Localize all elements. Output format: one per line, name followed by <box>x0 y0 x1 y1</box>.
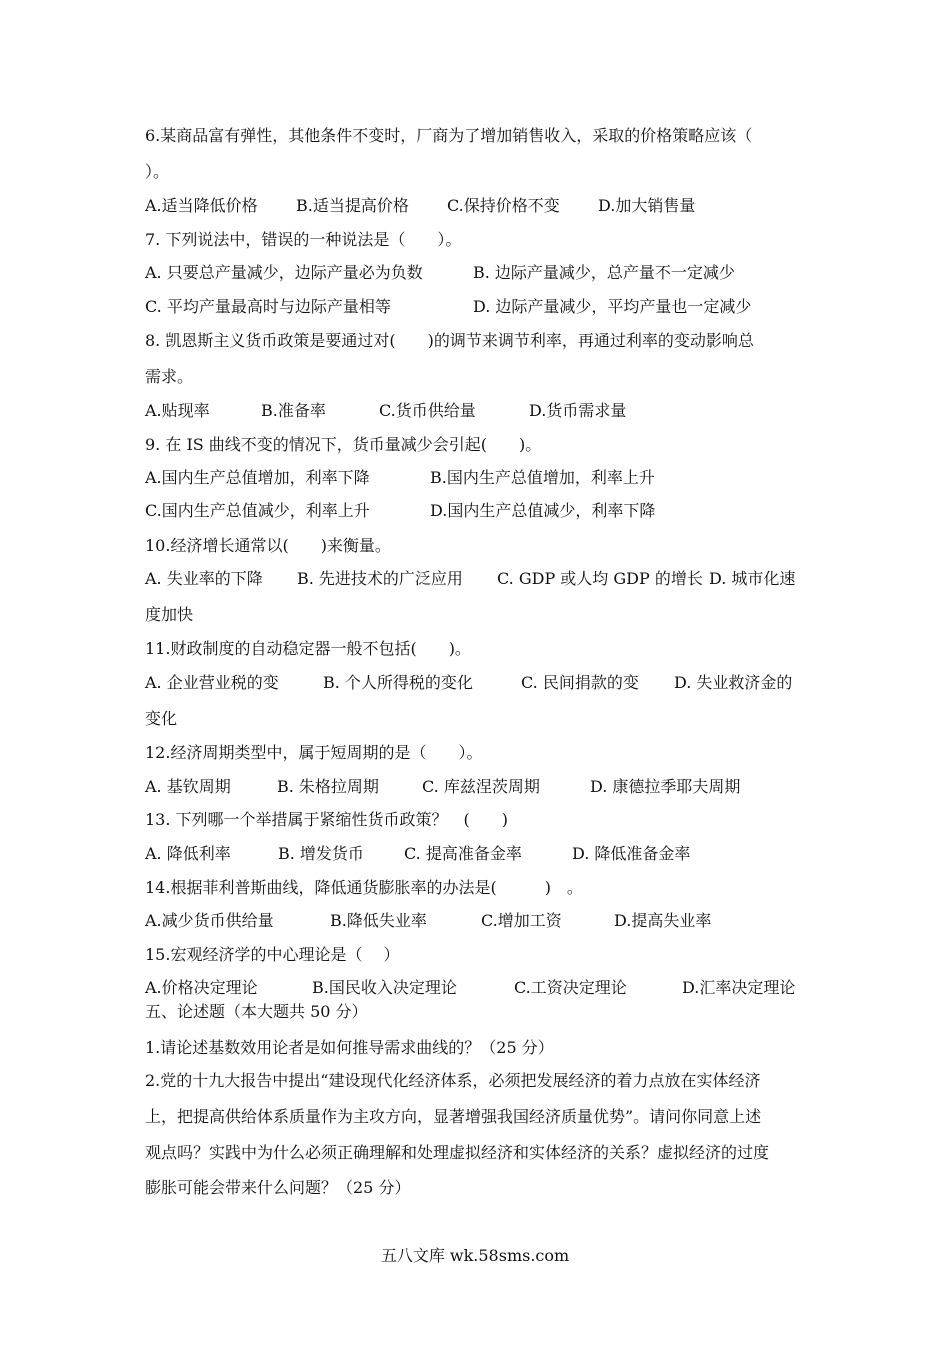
option-d: D. 降低准备金率 <box>572 844 691 863</box>
question-11-stem: 11.财政制度的自动稳定器一般不包括( )。 <box>145 639 471 658</box>
option-b: B.准备率 <box>261 401 326 420</box>
option-a: A.价格决定理论 <box>145 978 258 997</box>
option-c: C. 提高准备金率 <box>404 844 522 863</box>
option-a: A.贴现率 <box>145 401 210 420</box>
option-d: D.提高失业率 <box>614 911 712 930</box>
option-c: C. 平均产量最高时与边际产量相等 <box>145 297 391 316</box>
option-d: D. 边际产量减少，平均产量也一定减少 <box>473 297 752 316</box>
question-12-stem: 12.经济周期类型中，属于短周期的是（ ）。 <box>145 743 483 762</box>
question-11-options <box>145 673 810 693</box>
option-b: B. 个人所得税的变化 <box>323 673 473 692</box>
option-c: C.保持价格不变 <box>447 196 560 215</box>
footer-watermark: 五八文库 wk.58sms.com <box>380 1246 570 1265</box>
question-9-options-row1 <box>145 468 810 488</box>
option-c: C. 库兹涅茨周期 <box>422 777 540 796</box>
option-a: A. 基钦周期 <box>145 777 231 796</box>
option-a: A.减少货币供给量 <box>145 911 274 930</box>
essay-question-2-line-2: 上，把提高供给体系质量作为主攻方向，显著增强我国经济质量优势”。请问你同意上述 <box>145 1107 762 1126</box>
option-d: D.汇率决定理论 <box>682 978 796 997</box>
option-c: C.工资决定理论 <box>514 978 627 997</box>
question-15-stem: 15.宏观经济学的中心理论是（ ） <box>145 945 400 964</box>
option-b: B. 增发货币 <box>278 844 364 863</box>
option-b: B.降低失业率 <box>330 911 427 930</box>
option-b: B. 先进技术的广泛应用 <box>297 569 463 588</box>
option-d: D. 康德拉季耶夫周期 <box>590 777 741 796</box>
option-a: A.适当降低价格 <box>145 196 258 215</box>
option-a: A. 只要总产量减少，边际产量必为负数 <box>145 263 423 282</box>
question-8-options <box>145 401 810 421</box>
option-d: D.货币需求量 <box>529 401 627 420</box>
option-c: C.货币供给量 <box>379 401 476 420</box>
question-13-stem: 13. 下列哪一个举措属于紧缩性货币政策？ ( ) <box>145 810 509 829</box>
option-d: D.国内生产总值减少，利率下降 <box>430 501 656 520</box>
question-7-stem: 7. 下列说法中，错误的一种说法是（ ）。 <box>145 230 462 249</box>
option-d: D. 失业救济金的 <box>674 673 793 692</box>
option-c: C.国内生产总值减少，利率上升 <box>145 501 370 520</box>
option-d: D. 城市化速 <box>709 569 796 588</box>
question-9-stem: 9. 在 IS 曲线不变的情况下，货币量减少会引起( )。 <box>145 435 542 454</box>
option-a: A. 企业营业税的变 <box>145 673 279 692</box>
question-6-options <box>145 196 810 216</box>
essay-question-2-line-1: 2.党的十九大报告中提出“建设现代化经济体系，必须把发展经济的着力点放在实体经济 <box>145 1071 761 1090</box>
question-14-options <box>145 911 810 931</box>
option-c: C. GDP 或人均 GDP 的增长 <box>497 569 703 588</box>
section-5-heading: 五、论述题（本大题共 50 分） <box>145 1002 368 1021</box>
essay-question-1: 1.请论述基数效用论者是如何推导需求曲线的？（25 分） <box>145 1038 554 1057</box>
question-11-continuation: 变化 <box>145 709 178 728</box>
option-a: A. 降低利率 <box>145 844 231 863</box>
question-9-options-row2 <box>145 501 810 521</box>
question-13-options <box>145 844 810 864</box>
option-b: B.国民收入决定理论 <box>312 978 457 997</box>
option-b: B.适当提高价格 <box>296 196 409 215</box>
question-10-stem: 10.经济增长通常以( )来衡量。 <box>145 536 391 555</box>
option-a: A.国内生产总值增加，利率下降 <box>145 468 370 487</box>
question-7-options-row2 <box>145 297 810 317</box>
option-d: D.加大销售量 <box>598 196 696 215</box>
essay-question-2-line-4: 膨胀可能会带来什么问题？（25 分） <box>145 1178 411 1197</box>
option-b: B. 朱格拉周期 <box>277 777 379 796</box>
question-10-continuation: 度加快 <box>145 605 194 624</box>
question-14-stem: 14.根据菲利普斯曲线，降低通货膨胀率的办法是( ) 。 <box>145 878 583 897</box>
option-b: B. 边际产量减少，总产量不一定减少 <box>473 263 735 282</box>
option-c: C.增加工资 <box>481 911 562 930</box>
option-c: C. 民间捐款的变 <box>521 673 639 692</box>
option-a: A. 失业率的下降 <box>145 569 263 588</box>
question-12-options <box>145 777 810 797</box>
question-8-stem: 8. 凯恩斯主义货币政策是要通过对( )的调节来调节利率，再通过利率的变动影响总 <box>145 331 754 350</box>
question-6-stem-end: ）。 <box>145 162 170 181</box>
question-15-options <box>145 978 810 998</box>
question-7-options-row1 <box>145 263 810 283</box>
essay-question-2-line-3: 观点吗？实践中为什么必须正确理解和处理虚拟经济和实体经济的关系？虚拟经济的过度 <box>145 1143 770 1162</box>
question-6-stem: 6.某商品富有弹性，其他条件不变时，厂商为了增加销售收入，采取的价格策略应该（ <box>145 126 753 145</box>
question-8-stem-end: 需求。 <box>145 367 194 386</box>
question-10-options <box>145 569 810 589</box>
option-b: B.国内生产总值增加，利率上升 <box>430 468 655 487</box>
